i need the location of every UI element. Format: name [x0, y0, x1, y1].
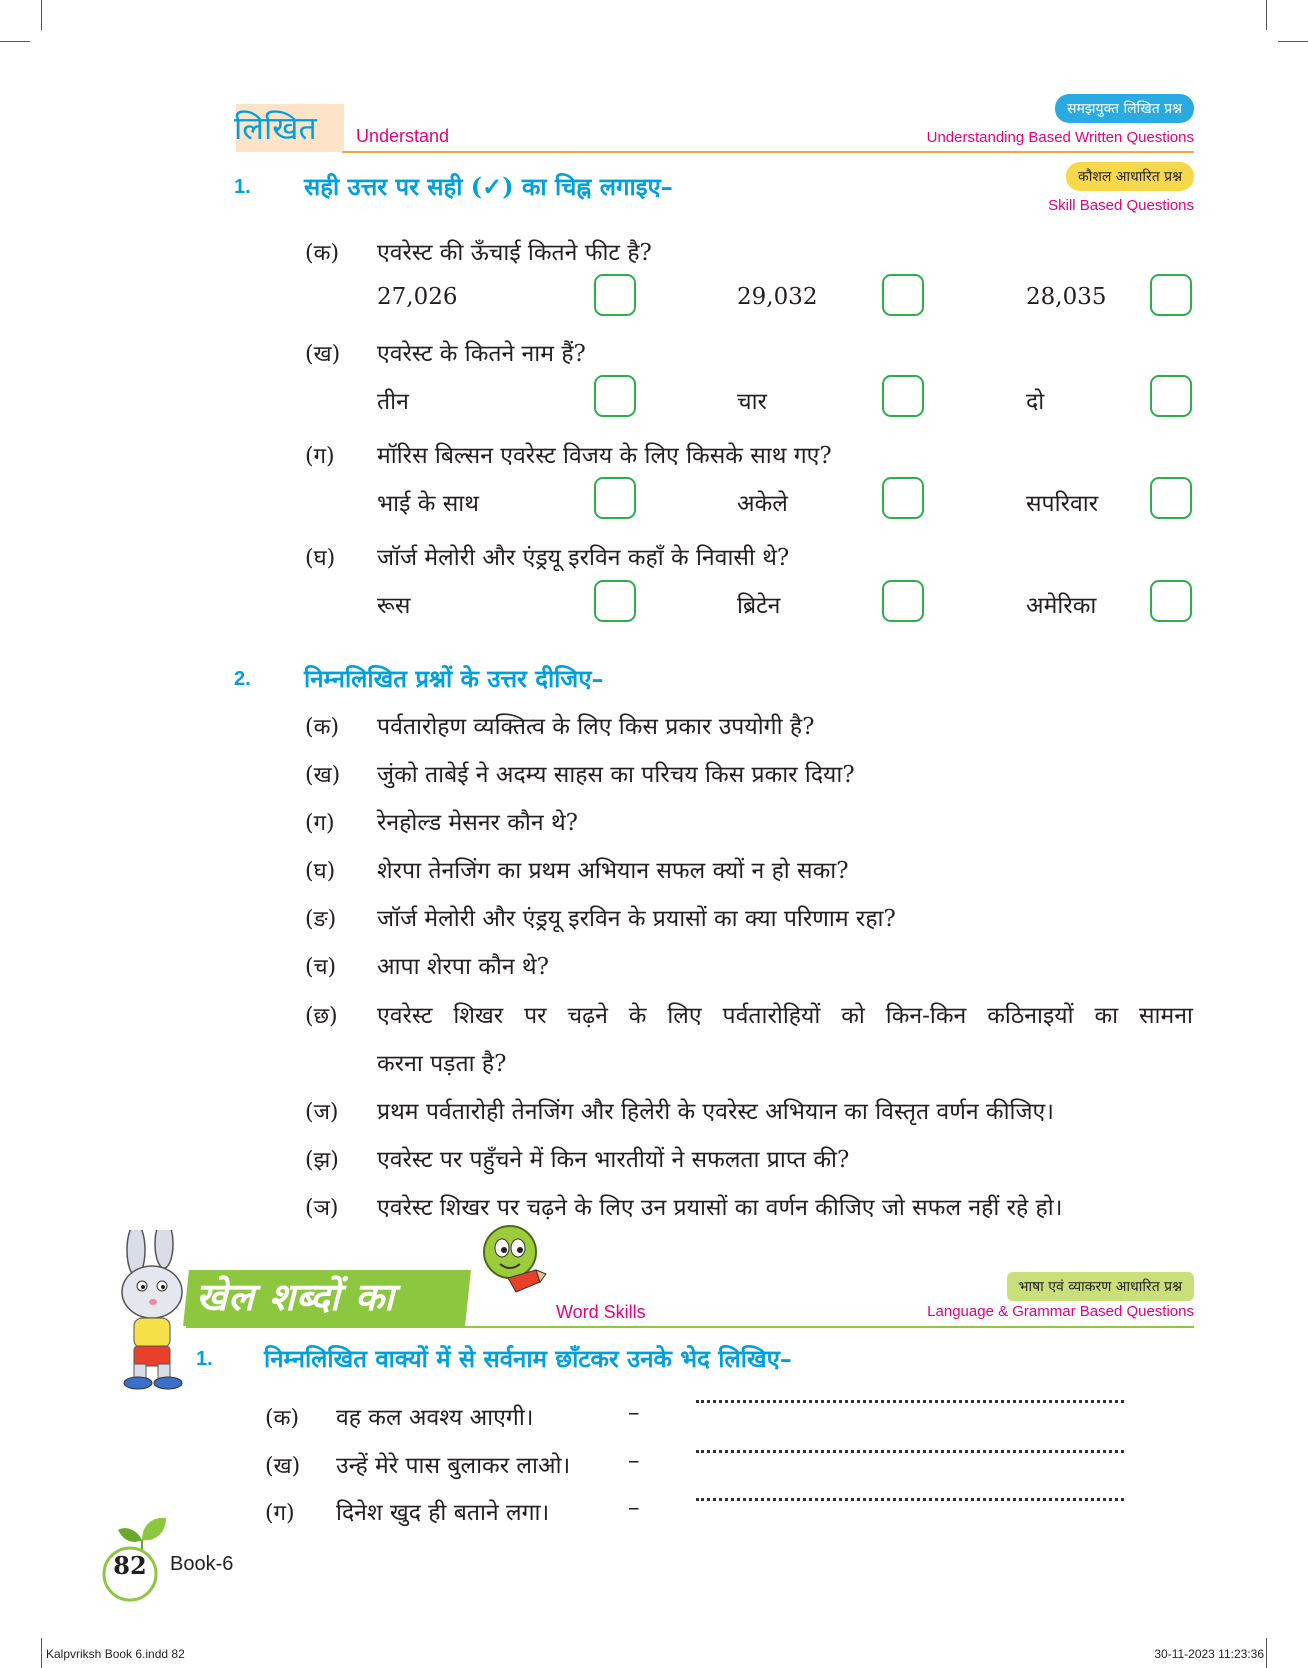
answer-checkbox[interactable] [594, 274, 636, 316]
tag-grammar-hindi: भाषा एवं व्याकरण आधारित प्रश्न [1007, 1272, 1194, 1301]
item-question: जॉर्ज मेलोरी और एंड्रयू इरविन कहाँ के निवासी थे? [377, 545, 790, 571]
item-question: एवरेस्ट की ऊँचाई कितने फीट है? [377, 240, 652, 266]
item-label: (क) [305, 241, 340, 266]
item-label: (छ) [305, 1004, 338, 1029]
item-dash: – [628, 1495, 640, 1521]
item-question: शेरपा तेनजिंग का प्रथम अभियान सफल क्यों न हो सका? [377, 858, 849, 884]
item-question: आपा शेरपा कौन थे? [377, 954, 549, 980]
question-heading: सही उत्तर पर सही (✓) का चिह्न लगाइए– [304, 172, 673, 201]
section-divider [342, 151, 1194, 153]
item-label: (ग) [305, 811, 335, 836]
answer-checkbox[interactable] [882, 580, 924, 622]
item-label: (घ) [305, 859, 336, 884]
item-sentence: दिनेश खुद ही बताने लगा। [336, 1500, 550, 1526]
answer-checkbox[interactable] [882, 274, 924, 316]
item-label: (झ) [305, 1148, 339, 1173]
item-question-continued: करना पड़ता है? [377, 1051, 507, 1077]
item-dash: – [628, 1448, 640, 1474]
option-text: रूस [377, 593, 411, 619]
answer-checkbox[interactable] [594, 375, 636, 417]
item-label: (ञ) [305, 1196, 339, 1221]
item-question: एवरेस्ट शिखर पर चढ़ने के लिए उन प्रयासों का वर्णन कीजिए जो सफल नहीं रहे हो। [377, 1195, 1063, 1221]
item-label: (ख) [305, 763, 341, 788]
item-label: (ग) [305, 444, 335, 469]
option-text: 28,035 [1026, 284, 1107, 310]
item-label: (ज) [305, 1100, 339, 1125]
item-label: (क) [305, 715, 340, 740]
item-label: (घ) [305, 546, 336, 571]
pencil-mascot-icon [478, 1222, 548, 1298]
option-text: अमेरिका [1026, 593, 1097, 619]
section-title-english: Understand [356, 126, 450, 146]
item-label: (ख) [265, 1454, 301, 1479]
crop-mark [1266, 0, 1267, 30]
option-text: सपरिवार [1026, 491, 1099, 517]
answer-checkbox[interactable] [882, 477, 924, 519]
item-dash: – [628, 1400, 640, 1426]
option-text: दो [1026, 389, 1045, 415]
answer-checkbox[interactable] [1150, 375, 1192, 417]
question-number: 1. [196, 1348, 213, 1370]
item-question: जॉर्ज मेलोरी और एंड्रयू इरविन के प्रयासों का क्या परिणाम रहा? [377, 906, 896, 932]
option-text: अकेले [737, 491, 788, 517]
item-sentence: वह कल अवश्य आएगी। [336, 1405, 534, 1431]
book-label: Book-6 [170, 1553, 234, 1575]
word-skills-title-hindi: खेल शब्दों का [196, 1274, 395, 1319]
answer-line[interactable] [696, 1448, 1124, 1453]
answer-checkbox[interactable] [594, 477, 636, 519]
option-text: भाई के साथ [377, 491, 479, 517]
item-label: (ग) [265, 1501, 295, 1526]
option-text: ब्रिटेन [737, 593, 781, 619]
crop-mark [1278, 41, 1308, 42]
crop-mark [1266, 1638, 1267, 1668]
option-text: चार [737, 389, 767, 415]
question-heading: निम्नलिखित प्रश्नों के उत्तर दीजिए– [304, 664, 604, 693]
tag-grammar-english: Language & Grammar Based Questions [927, 1303, 1194, 1320]
crop-mark [41, 0, 42, 30]
section-title-hindi: लिखित [234, 109, 317, 147]
tag-understanding-hindi: समझयुक्त लिखित प्रश्न [1055, 94, 1194, 123]
item-question: एवरेस्ट के कितने नाम हैं? [377, 341, 586, 367]
answer-checkbox[interactable] [594, 580, 636, 622]
print-file-info: Kalpvriksh Book 6.indd 82 [46, 1647, 185, 1661]
answer-checkbox[interactable] [882, 375, 924, 417]
answer-checkbox[interactable] [1150, 274, 1192, 316]
option-text: 29,032 [737, 284, 818, 310]
item-question: एवरेस्ट पर पहुँचने में किन भारतीयों ने सफलता प्राप्त की? [377, 1147, 850, 1173]
word-skills-title-english: Word Skills [556, 1302, 646, 1322]
option-text: तीन [377, 389, 409, 415]
item-question: जुंको ताबेई ने अदम्य साहस का परिचय किस प्रकार दिया? [377, 762, 855, 788]
answer-checkbox[interactable] [1150, 580, 1192, 622]
item-label: (च) [305, 955, 337, 980]
print-datetime: 30-11-2023 11:23:36 [1154, 1647, 1264, 1661]
option-text: 27,026 [377, 284, 458, 310]
question-heading: निम्नलिखित वाक्यों में से सर्वनाम छाँटकर उनके भेद लिखिए– [264, 1344, 792, 1373]
question-number: 1. [234, 176, 251, 198]
tag-skill-hindi: कौशल आधारित प्रश्न [1066, 162, 1194, 191]
item-label: (क) [265, 1406, 300, 1431]
item-question: प्रथम पर्वतारोही तेनजिंग और हिलेरी के एवरेस्ट अभियान का विस्तृत वर्णन कीजिए। [377, 1099, 1054, 1125]
crop-mark [41, 1638, 42, 1668]
word-skills-divider [186, 1326, 1194, 1328]
item-question: मॉरिस बिल्सन एवरेस्ट विजय के लिए किसके साथ गए? [377, 443, 832, 469]
item-question: रेनहोल्ड मेसनर कौन थे? [377, 810, 578, 836]
answer-line[interactable] [696, 1496, 1124, 1501]
tag-understanding-english: Understanding Based Written Questions [926, 129, 1194, 146]
item-sentence: उन्हें मेरे पास बुलाकर लाओ। [336, 1453, 571, 1479]
page-number: 82 [113, 1551, 147, 1580]
question-number: 2. [234, 668, 251, 690]
answer-line[interactable] [696, 1398, 1124, 1403]
answer-checkbox[interactable] [1150, 477, 1192, 519]
item-question: एवरेस्ट शिखर पर चढ़ने के लिए पर्वतारोहियों को किन-किन कठिनाइयों का सामना [377, 1003, 1193, 1029]
tag-skill-english: Skill Based Questions [1048, 197, 1194, 214]
item-question: पर्वतारोहण व्यक्तित्व के लिए किस प्रकार उपयोगी है? [377, 714, 815, 740]
item-label: (ख) [305, 342, 341, 367]
item-label: (ङ) [305, 907, 337, 932]
crop-mark [0, 41, 30, 42]
